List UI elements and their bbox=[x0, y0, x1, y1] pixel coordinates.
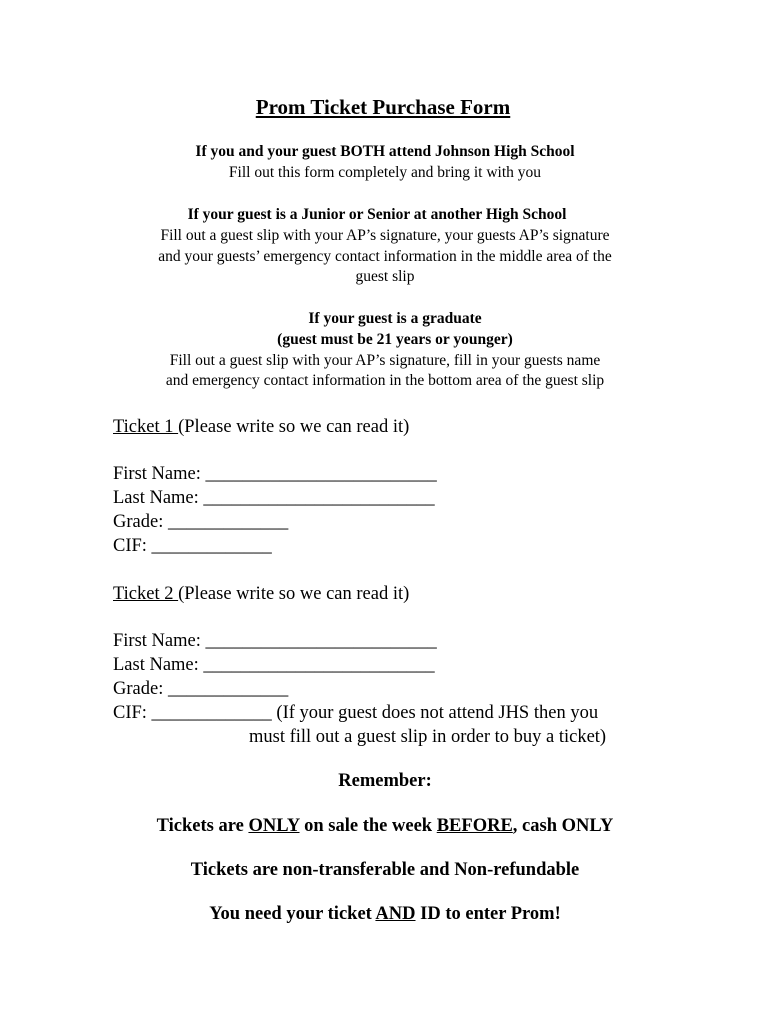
ticket-2-first-name-field[interactable]: First Name: _________________________ bbox=[113, 631, 437, 651]
ticket-2-label: Ticket 2 bbox=[113, 584, 179, 604]
section-2-line-2: and your guests’ emergency contact information in the middle area of the bbox=[158, 248, 612, 265]
section-2-heading: If your guest is a Junior or Senior at another High School bbox=[187, 206, 567, 223]
ticket-1-label: Ticket 1 bbox=[113, 417, 179, 437]
ticket-2-note: (Please write so we can read it) bbox=[178, 584, 410, 604]
ticket-2-last-name-field[interactable]: Last Name: _________________________ bbox=[113, 655, 435, 675]
ticket-2-cif-note: must fill out a guest slip in order to buy a ticket) bbox=[249, 727, 607, 747]
section-3-subheading: (guest must be 21 years or younger) bbox=[277, 331, 513, 348]
section-1-line-1: Fill out this form completely and bring it with you bbox=[228, 164, 542, 181]
remember-line-3 bbox=[0, 902, 770, 926]
remember-line-3-part-a: You need your ticket bbox=[209, 904, 376, 924]
remember-line-1-part-c: on sale the week bbox=[299, 816, 437, 836]
page-title: Prom Ticket Purchase Form bbox=[255, 95, 511, 119]
remember-line-1-part-a: Tickets are bbox=[156, 816, 249, 836]
ticket-1-last-name-field[interactable]: Last Name: _________________________ bbox=[113, 488, 435, 508]
ticket-1-cif-field[interactable]: CIF: _____________ bbox=[113, 536, 272, 556]
remember-line-1-part-e: , cash ONLY bbox=[512, 816, 614, 836]
section-2-line-3: guest slip bbox=[355, 268, 415, 285]
remember-line-1-emphasis-before: BEFORE bbox=[436, 816, 513, 836]
ticket-1-grade-field[interactable]: Grade: _____________ bbox=[113, 512, 289, 532]
remember-line-3-emphasis-and: AND bbox=[375, 904, 416, 924]
ticket-1-note: (Please write so we can read it) bbox=[178, 417, 410, 437]
remember-line-1-emphasis-only: ONLY bbox=[248, 816, 300, 836]
ticket-2-cif-field[interactable]: CIF: _____________ (If your guest does not attend JHS then you bbox=[113, 703, 599, 723]
section-3-heading: If your guest is a graduate bbox=[308, 310, 482, 327]
remember-heading: Remember: bbox=[338, 771, 432, 791]
ticket-1-header bbox=[113, 415, 409, 439]
ticket-1-first-name-field[interactable]: First Name: _________________________ bbox=[113, 464, 437, 484]
section-1-heading: If you and your guest BOTH attend Johnson High School bbox=[195, 143, 575, 160]
remember-line-3-part-c: ID to enter Prom! bbox=[415, 904, 561, 924]
ticket-2-grade-field[interactable]: Grade: _____________ bbox=[113, 679, 289, 699]
section-2-line-1: Fill out a guest slip with your AP’s signature, your guests AP’s signature bbox=[160, 227, 610, 244]
remember-line-2: Tickets are non-transferable and Non-refundable bbox=[190, 860, 580, 880]
ticket-2-header bbox=[113, 582, 409, 606]
section-3-line-2: and emergency contact information in the bottom area of the guest slip bbox=[165, 372, 605, 389]
section-3-line-1: Fill out a guest slip with your AP’s signature, fill in your guests name bbox=[169, 352, 601, 369]
remember-line-1 bbox=[0, 814, 770, 838]
